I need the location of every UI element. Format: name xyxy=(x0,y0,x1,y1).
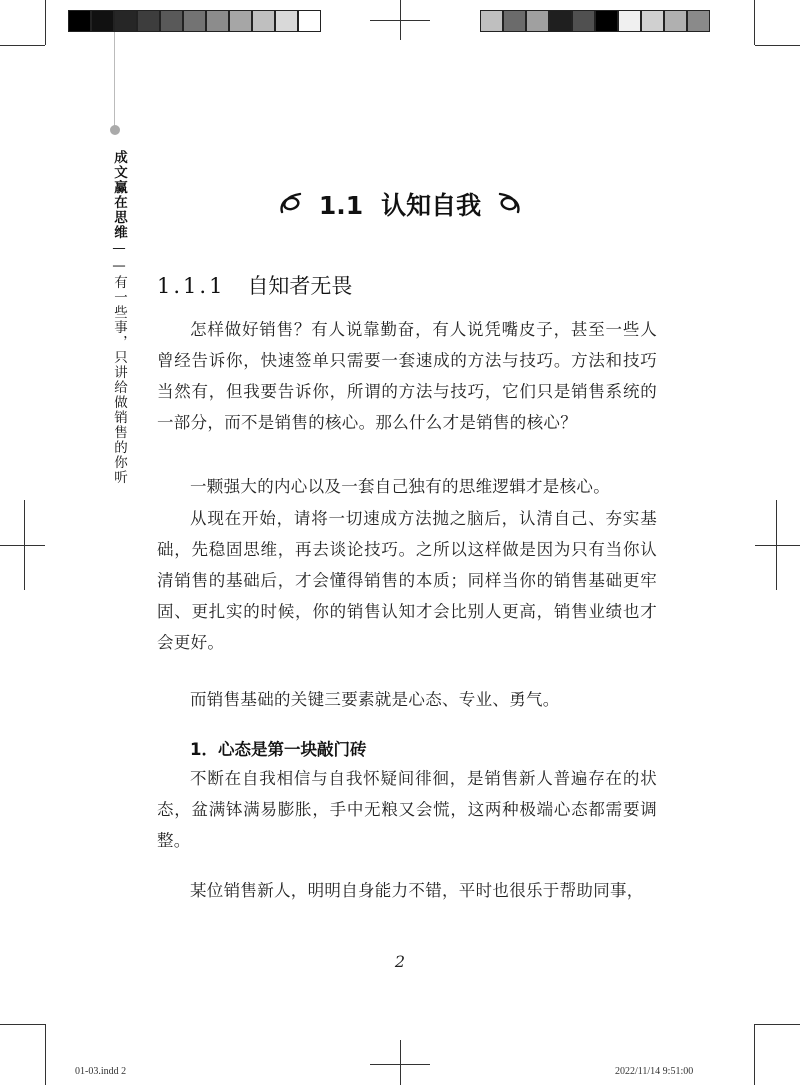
section-number: 1.1 xyxy=(318,191,364,220)
crop-mark xyxy=(0,1024,45,1025)
point-heading: 1．心态是第一块敲门砖 xyxy=(190,740,367,759)
color-swatch xyxy=(229,10,252,32)
color-swatch xyxy=(68,10,91,32)
color-swatch xyxy=(664,10,687,32)
color-swatch xyxy=(572,10,595,32)
color-swatch xyxy=(252,10,275,32)
paragraph: 而销售基础的关键三要素就是心态、专业、勇气。 xyxy=(190,690,560,709)
side-dot xyxy=(110,125,120,135)
color-swatch xyxy=(549,10,572,32)
registration-mark xyxy=(370,1064,430,1065)
crop-mark xyxy=(754,1024,755,1085)
section-title: 认知自我 xyxy=(381,191,482,220)
color-bar-left xyxy=(68,10,321,32)
registration-mark xyxy=(400,1040,401,1085)
registration-mark xyxy=(370,20,430,21)
registration-mark xyxy=(755,545,800,546)
paragraph: 某位销售新人，明明自身能力不错，平时也很乐于帮助同事， xyxy=(190,881,644,900)
knot-ornament-icon xyxy=(495,190,523,218)
color-swatch xyxy=(91,10,114,32)
color-swatch xyxy=(275,10,298,32)
running-head-main: 成文赢在思维 xyxy=(111,150,127,240)
paragraph: 不断在自我相信与自我怀疑间徘徊，是销售新人普遍存在的状态，盆满钵满易膨胀，手中无粮又会慌，这两种极端心态都需要调整。 xyxy=(157,769,657,850)
section-heading xyxy=(0,186,800,222)
crop-mark xyxy=(45,1024,46,1085)
color-bar-right xyxy=(480,10,710,32)
running-head-dash: —— xyxy=(111,240,127,275)
color-swatch xyxy=(526,10,549,32)
crop-mark xyxy=(754,0,755,45)
registration-mark xyxy=(0,545,45,546)
crop-mark xyxy=(45,0,46,45)
knot-ornament-icon xyxy=(277,190,305,218)
color-swatch xyxy=(503,10,526,32)
crop-mark xyxy=(755,1024,800,1025)
crop-mark xyxy=(755,45,800,46)
subsection-title: 自知者无畏 xyxy=(247,274,353,298)
color-swatch xyxy=(641,10,664,32)
color-swatch xyxy=(114,10,137,32)
crop-mark xyxy=(0,45,45,46)
color-swatch xyxy=(618,10,641,32)
color-swatch xyxy=(595,10,618,32)
paragraph: 怎样做好销售？有人说靠勤奋，有人说凭嘴皮子，甚至一些人曾经告诉你，快速签单只需要一套速成的方法与技巧。方法和技巧当然有，但我要告诉你，所谓的方法与技巧，它们只是销售系统的一部分，而不是销售的核心。那么什么才是销售的核心？ xyxy=(157,320,657,432)
color-swatch xyxy=(160,10,183,32)
color-swatch xyxy=(298,10,321,32)
color-swatch xyxy=(480,10,503,32)
color-swatch xyxy=(137,10,160,32)
page-number: 2 xyxy=(394,952,406,971)
paragraph: 从现在开始，请将一切速成方法抛之脑后，认清自己、夯实基础，先稳固思维，再去谈论技巧。之所以这样做是因为只有当你认清销售的基础后，才会懂得销售的本质；同样当你的销售基础更牢固、更扎实的时候，你的销售认知才会比别人更高，销售业绩也才会更好。 xyxy=(157,509,657,652)
slug-timestamp: 2022/11/14 9:51:00 xyxy=(615,1066,694,1077)
registration-mark xyxy=(24,500,25,590)
running-head-sub: 有一些事，只讲给做销售的你听 xyxy=(111,275,127,485)
subsection-number: 1.1.1 xyxy=(157,274,226,298)
slug-filename: 01-03.indd 2 xyxy=(75,1066,127,1077)
subsection-heading xyxy=(157,270,352,300)
registration-mark xyxy=(776,500,777,590)
paragraph: 一颗强大的内心以及一套自己独有的思维逻辑才是核心。 xyxy=(190,477,610,496)
side-rule xyxy=(114,32,115,127)
color-swatch xyxy=(687,10,710,32)
color-swatch xyxy=(183,10,206,32)
color-swatch xyxy=(206,10,229,32)
